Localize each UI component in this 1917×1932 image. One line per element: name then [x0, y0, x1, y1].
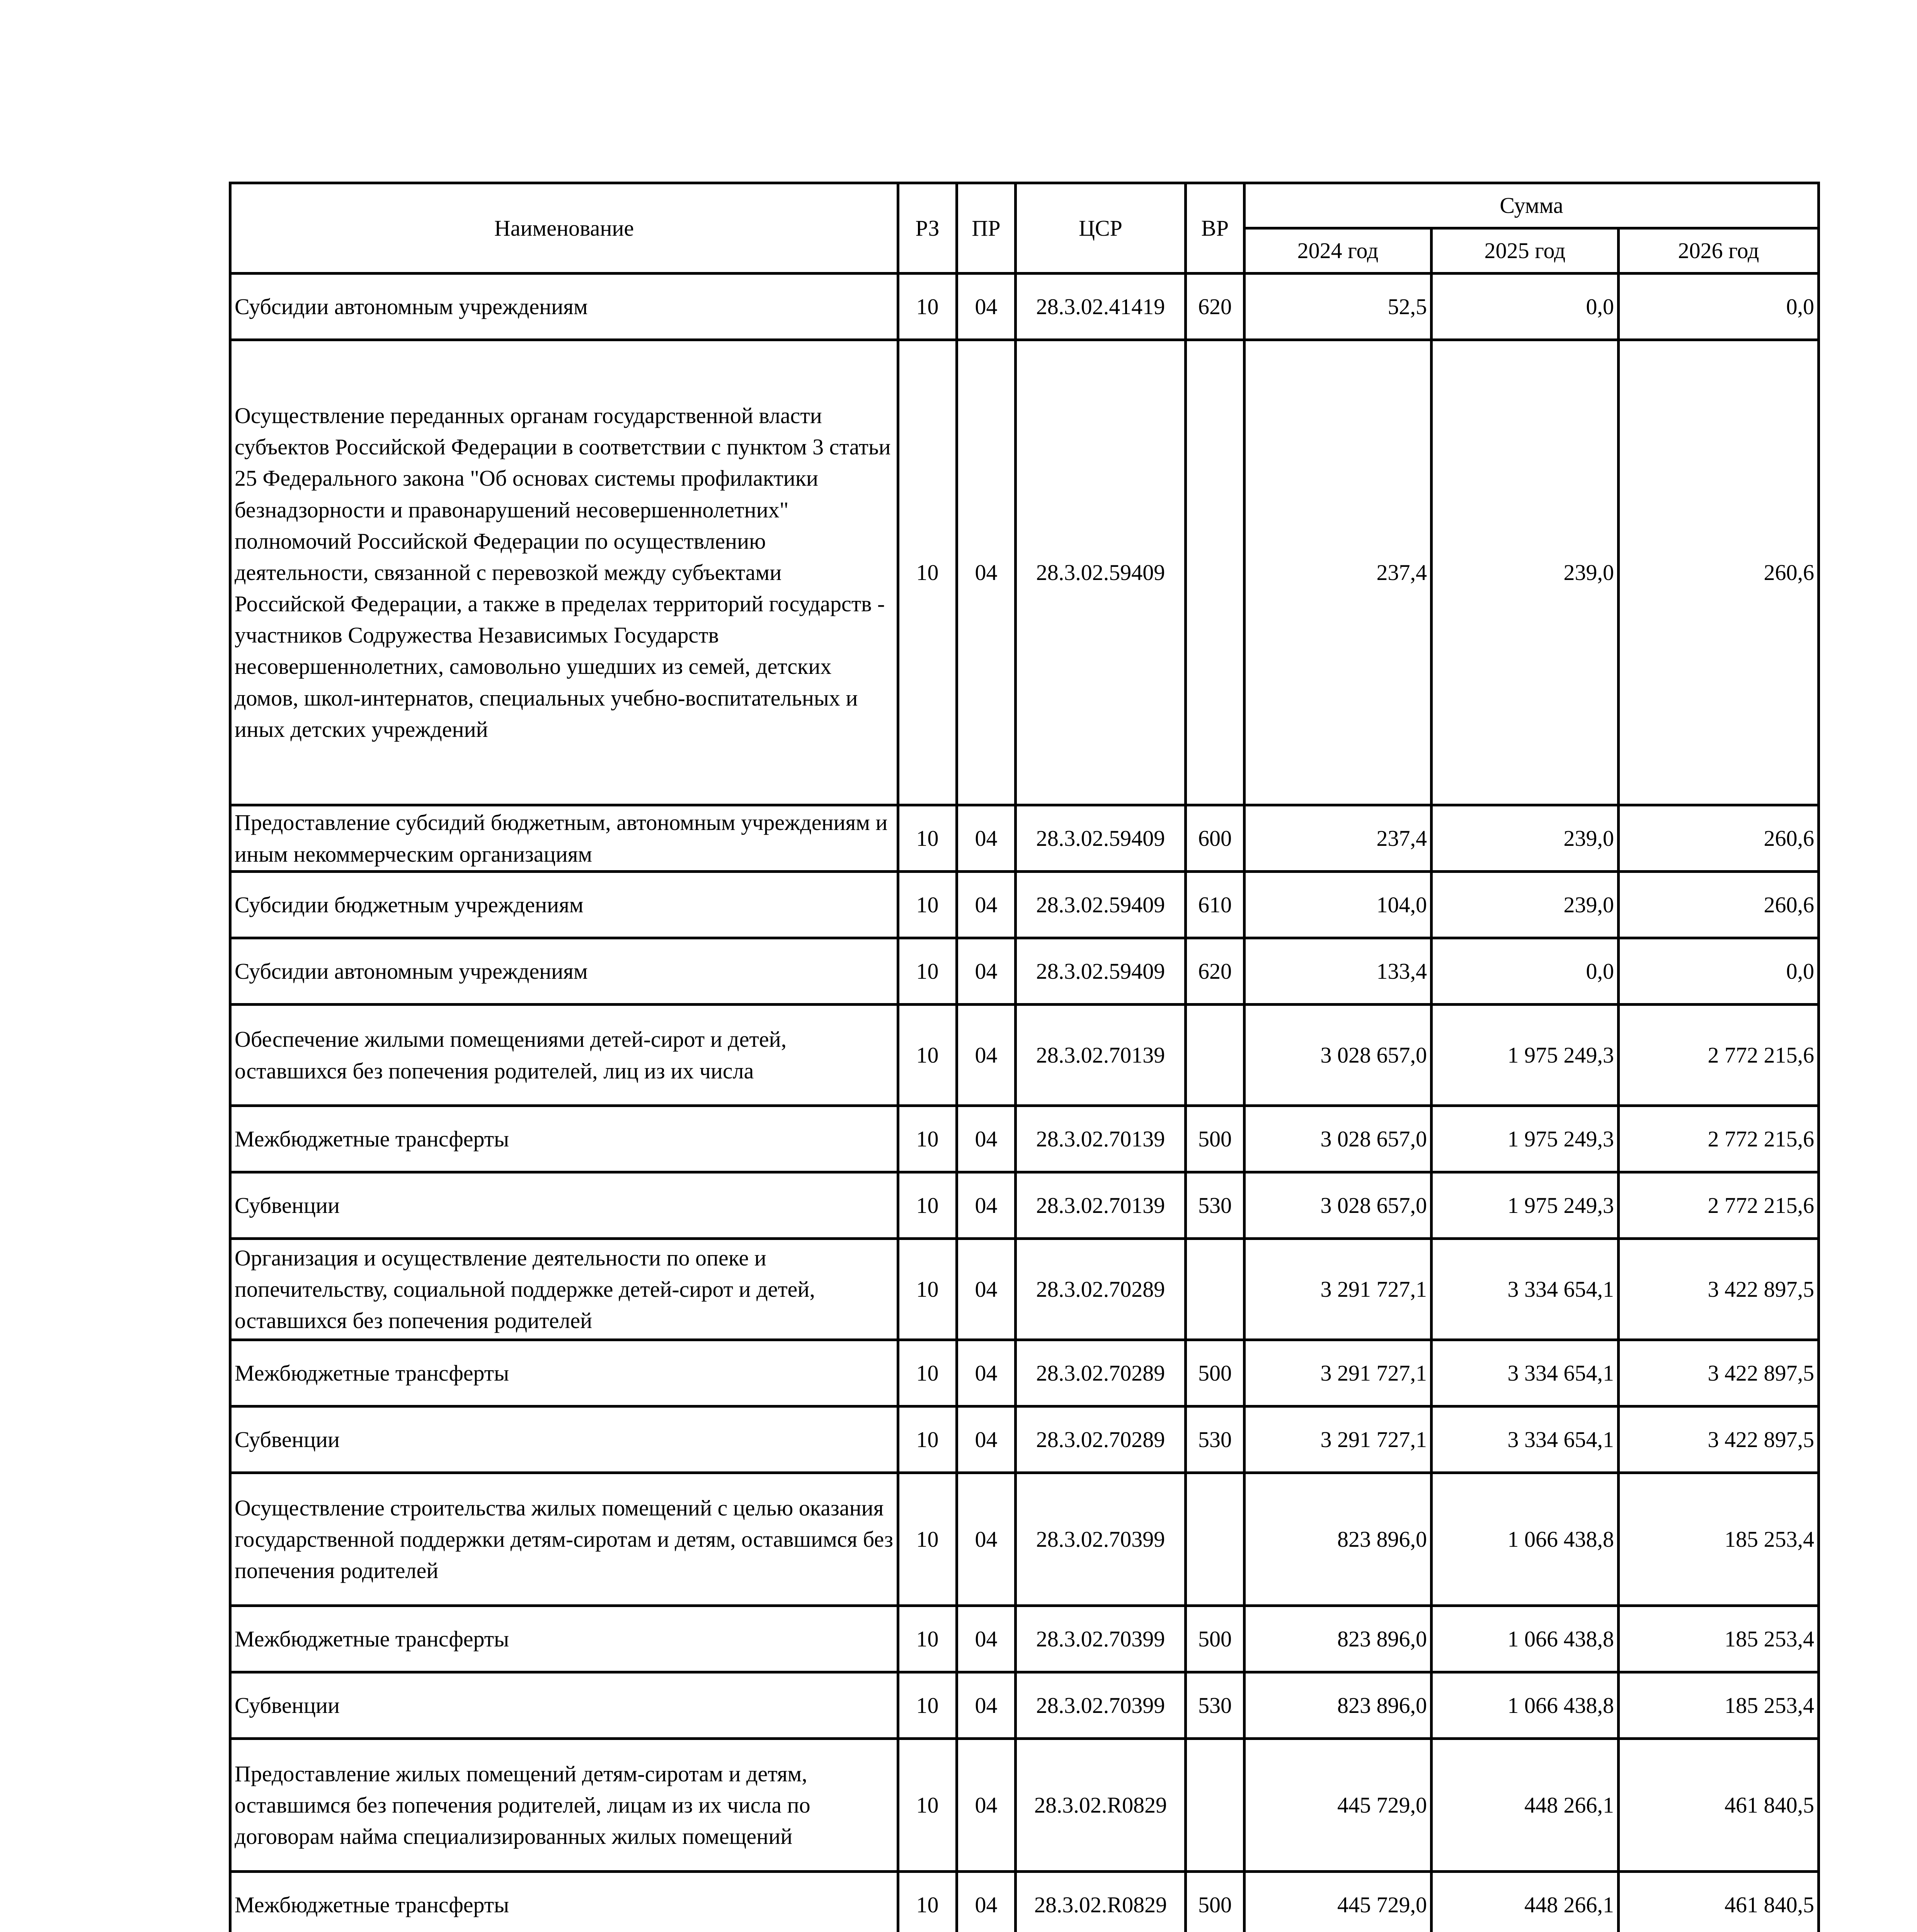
table-row — [230, 1005, 1819, 1106]
cell-2025: 1 975 249,3 — [1432, 1106, 1619, 1172]
cell-2024: 445 729,0 — [1245, 1739, 1432, 1872]
cell-2025: 1 975 249,3 — [1432, 1172, 1619, 1239]
cell-2026: 461 840,5 — [1619, 1739, 1819, 1872]
cell-csr: 28.3.02.59409 — [1016, 872, 1186, 938]
cell-csr: 28.3.02.70289 — [1016, 1406, 1186, 1473]
cell-vr: 500 — [1186, 1106, 1245, 1172]
cell-pr: 04 — [957, 274, 1016, 340]
cell-csr: 28.3.02.R0829 — [1016, 1739, 1186, 1872]
header-rz: РЗ — [898, 183, 957, 274]
cell-2025: 239,0 — [1432, 872, 1619, 938]
cell-2025: 0,0 — [1432, 274, 1619, 340]
cell-csr: 28.3.02.R0829 — [1016, 1872, 1186, 1932]
cell-2024: 237,4 — [1245, 340, 1432, 805]
cell-vr: 620 — [1186, 938, 1245, 1005]
cell-2025: 3 334 654,1 — [1432, 1406, 1619, 1473]
cell-pr: 04 — [957, 872, 1016, 938]
cell-pr: 04 — [957, 1172, 1016, 1239]
cell-csr: 28.3.02.70139 — [1016, 1005, 1186, 1106]
cell-2026: 3 422 897,5 — [1619, 1406, 1819, 1473]
cell-2024: 3 291 727,1 — [1245, 1340, 1432, 1406]
cell-name: Субвенции — [230, 1672, 898, 1739]
cell-2024: 3 028 657,0 — [1245, 1172, 1432, 1239]
cell-rz: 10 — [898, 1606, 957, 1672]
cell-rz: 10 — [898, 1172, 957, 1239]
cell-2024: 133,4 — [1245, 938, 1432, 1005]
cell-2025: 3 334 654,1 — [1432, 1239, 1619, 1340]
cell-2025: 1 066 438,8 — [1432, 1672, 1619, 1739]
cell-2025: 448 266,1 — [1432, 1872, 1619, 1932]
cell-vr: 530 — [1186, 1172, 1245, 1239]
cell-2024: 823 896,0 — [1245, 1473, 1432, 1606]
cell-name: Субсидии автономным учреждениям — [230, 274, 898, 340]
table-row — [230, 872, 1819, 938]
cell-csr: 28.3.02.70399 — [1016, 1606, 1186, 1672]
table-row — [230, 1672, 1819, 1739]
cell-pr: 04 — [957, 1473, 1016, 1606]
header-csr: ЦСР — [1016, 183, 1186, 274]
table-row — [230, 1473, 1819, 1606]
table-row — [230, 1239, 1819, 1340]
cell-pr: 04 — [957, 1672, 1016, 1739]
cell-2024: 3 028 657,0 — [1245, 1005, 1432, 1106]
cell-csr: 28.3.02.70399 — [1016, 1473, 1186, 1606]
cell-2026: 260,6 — [1619, 805, 1819, 872]
table-body — [230, 274, 1819, 1932]
table-row — [230, 340, 1819, 805]
cell-vr — [1186, 1005, 1245, 1106]
cell-name: Обеспечение жилыми помещениями детей-сирот и детей, оставшихся без попечения родителей, лиц из их числа — [230, 1005, 898, 1106]
table-row — [230, 274, 1819, 340]
cell-rz: 10 — [898, 805, 957, 872]
cell-2024: 52,5 — [1245, 274, 1432, 340]
cell-2026: 2 772 215,6 — [1619, 1106, 1819, 1172]
cell-2024: 3 028 657,0 — [1245, 1106, 1432, 1172]
cell-name: Субсидии бюджетным учреждениям — [230, 872, 898, 938]
cell-2025: 3 334 654,1 — [1432, 1340, 1619, 1406]
cell-csr: 28.3.02.70139 — [1016, 1172, 1186, 1239]
cell-pr: 04 — [957, 1340, 1016, 1406]
cell-csr: 28.3.02.70289 — [1016, 1340, 1186, 1406]
cell-vr: 500 — [1186, 1872, 1245, 1932]
cell-vr — [1186, 1239, 1245, 1340]
cell-csr: 28.3.02.70139 — [1016, 1106, 1186, 1172]
cell-2026: 2 772 215,6 — [1619, 1172, 1819, 1239]
cell-vr — [1186, 340, 1245, 805]
cell-name: Предоставление жилых помещений детям-сиротам и детям, оставшимся без попечения родителей, лицам из их числа по договорам найма специализированных жилых помещений — [230, 1739, 898, 1872]
cell-rz: 10 — [898, 1473, 957, 1606]
cell-2025: 0,0 — [1432, 938, 1619, 1005]
cell-2025: 1 975 249,3 — [1432, 1005, 1619, 1106]
cell-2025: 239,0 — [1432, 340, 1619, 805]
cell-name: Межбюджетные трансферты — [230, 1106, 898, 1172]
cell-name: Осуществление переданных органам государственной власти субъектов Российской Федерации в соответствии с пунктом 3 статьи 25 Федерального закона "Об основах системы профилактики безнадзорности и правонарушений несовершеннолетних" полномочий Российской Федерации по осуществлению деятельности, связанной с перевозкой между субъектами Российской Федерации, а также в пределах территорий государств - участников Содружества Независимых Государств несовершеннолетних, самовольно ушедших из семей, детских домов, школ-интернатов, специальных учебно-воспитательных и иных детских учреждений — [230, 340, 898, 805]
header-sum: Сумма — [1245, 183, 1819, 228]
table-row — [230, 1739, 1819, 1872]
cell-pr: 04 — [957, 938, 1016, 1005]
cell-csr: 28.3.02.59409 — [1016, 938, 1186, 1005]
cell-2024: 3 291 727,1 — [1245, 1239, 1432, 1340]
cell-2026: 2 772 215,6 — [1619, 1005, 1819, 1106]
cell-2026: 3 422 897,5 — [1619, 1239, 1819, 1340]
cell-csr: 28.3.02.70289 — [1016, 1239, 1186, 1340]
table-row — [230, 1606, 1819, 1672]
cell-name: Межбюджетные трансферты — [230, 1606, 898, 1672]
cell-rz: 10 — [898, 1005, 957, 1106]
cell-csr: 28.3.02.70399 — [1016, 1672, 1186, 1739]
table-row — [230, 1172, 1819, 1239]
cell-pr: 04 — [957, 1872, 1016, 1932]
cell-rz: 10 — [898, 340, 957, 805]
cell-name: Предоставление субсидий бюджетным, автономным учреждениям и иным некоммерческим организациям — [230, 805, 898, 872]
cell-pr: 04 — [957, 1606, 1016, 1672]
cell-rz: 10 — [898, 274, 957, 340]
cell-pr: 04 — [957, 805, 1016, 872]
cell-2024: 445 729,0 — [1245, 1872, 1432, 1932]
cell-2026: 260,6 — [1619, 872, 1819, 938]
cell-2024: 823 896,0 — [1245, 1672, 1432, 1739]
cell-2025: 448 266,1 — [1432, 1739, 1619, 1872]
table-row — [230, 1872, 1819, 1932]
cell-rz: 10 — [898, 938, 957, 1005]
cell-name: Субсидии автономным учреждениям — [230, 938, 898, 1005]
cell-pr: 04 — [957, 340, 1016, 805]
cell-vr: 610 — [1186, 872, 1245, 938]
cell-2025: 239,0 — [1432, 805, 1619, 872]
cell-vr: 500 — [1186, 1340, 1245, 1406]
table-row — [230, 938, 1819, 1005]
cell-name: Межбюджетные трансферты — [230, 1872, 898, 1932]
cell-2026: 185 253,4 — [1619, 1606, 1819, 1672]
cell-2025: 1 066 438,8 — [1432, 1473, 1619, 1606]
cell-2024: 237,4 — [1245, 805, 1432, 872]
cell-csr: 28.3.02.59409 — [1016, 805, 1186, 872]
cell-vr: 500 — [1186, 1606, 1245, 1672]
cell-csr: 28.3.02.41419 — [1016, 274, 1186, 340]
table-row — [230, 1340, 1819, 1406]
cell-vr: 620 — [1186, 274, 1245, 340]
cell-2026: 185 253,4 — [1619, 1672, 1819, 1739]
cell-2024: 823 896,0 — [1245, 1606, 1432, 1672]
cell-rz: 10 — [898, 1406, 957, 1473]
cell-pr: 04 — [957, 1239, 1016, 1340]
cell-pr: 04 — [957, 1106, 1016, 1172]
cell-rz: 10 — [898, 1872, 957, 1932]
cell-2025: 1 066 438,8 — [1432, 1606, 1619, 1672]
header-year-2026: 2026 год — [1619, 228, 1819, 274]
cell-2024: 3 291 727,1 — [1245, 1406, 1432, 1473]
table-row — [230, 1106, 1819, 1172]
cell-pr: 04 — [957, 1406, 1016, 1473]
cell-name: Субвенции — [230, 1172, 898, 1239]
cell-name: Организация и осуществление деятельности по опеке и попечительству, социальной поддержке детей-сирот и детей, оставшихся без попечения родителей — [230, 1239, 898, 1340]
cell-name: Субвенции — [230, 1406, 898, 1473]
budget-table — [229, 182, 1820, 1932]
cell-csr: 28.3.02.59409 — [1016, 340, 1186, 805]
cell-2026: 0,0 — [1619, 938, 1819, 1005]
cell-pr: 04 — [957, 1739, 1016, 1872]
cell-rz: 10 — [898, 872, 957, 938]
cell-rz: 10 — [898, 1340, 957, 1406]
header-year-2025: 2025 год — [1432, 228, 1619, 274]
header-vr: ВР — [1186, 183, 1245, 274]
cell-2026: 461 840,5 — [1619, 1872, 1819, 1932]
cell-vr: 530 — [1186, 1672, 1245, 1739]
cell-2026: 260,6 — [1619, 340, 1819, 805]
table-row — [230, 1406, 1819, 1473]
cell-vr — [1186, 1473, 1245, 1606]
cell-2026: 3 422 897,5 — [1619, 1340, 1819, 1406]
cell-2026: 0,0 — [1619, 274, 1819, 340]
cell-vr: 600 — [1186, 805, 1245, 872]
cell-name: Осуществление строительства жилых помещений с целью оказания государственной поддержки детям-сиротам и детям, оставшимся без попечения родителей — [230, 1473, 898, 1606]
cell-pr: 04 — [957, 1005, 1016, 1106]
cell-rz: 10 — [898, 1106, 957, 1172]
cell-rz: 10 — [898, 1739, 957, 1872]
cell-vr: 530 — [1186, 1406, 1245, 1473]
cell-2026: 185 253,4 — [1619, 1473, 1819, 1606]
table-row — [230, 805, 1819, 872]
header-year-2024: 2024 год — [1245, 228, 1432, 274]
cell-rz: 10 — [898, 1239, 957, 1340]
cell-name: Межбюджетные трансферты — [230, 1340, 898, 1406]
header-name: Наименование — [230, 183, 898, 274]
header-pr: ПР — [957, 183, 1016, 274]
cell-vr — [1186, 1739, 1245, 1872]
cell-2024: 104,0 — [1245, 872, 1432, 938]
table-header — [230, 183, 1819, 274]
cell-rz: 10 — [898, 1672, 957, 1739]
